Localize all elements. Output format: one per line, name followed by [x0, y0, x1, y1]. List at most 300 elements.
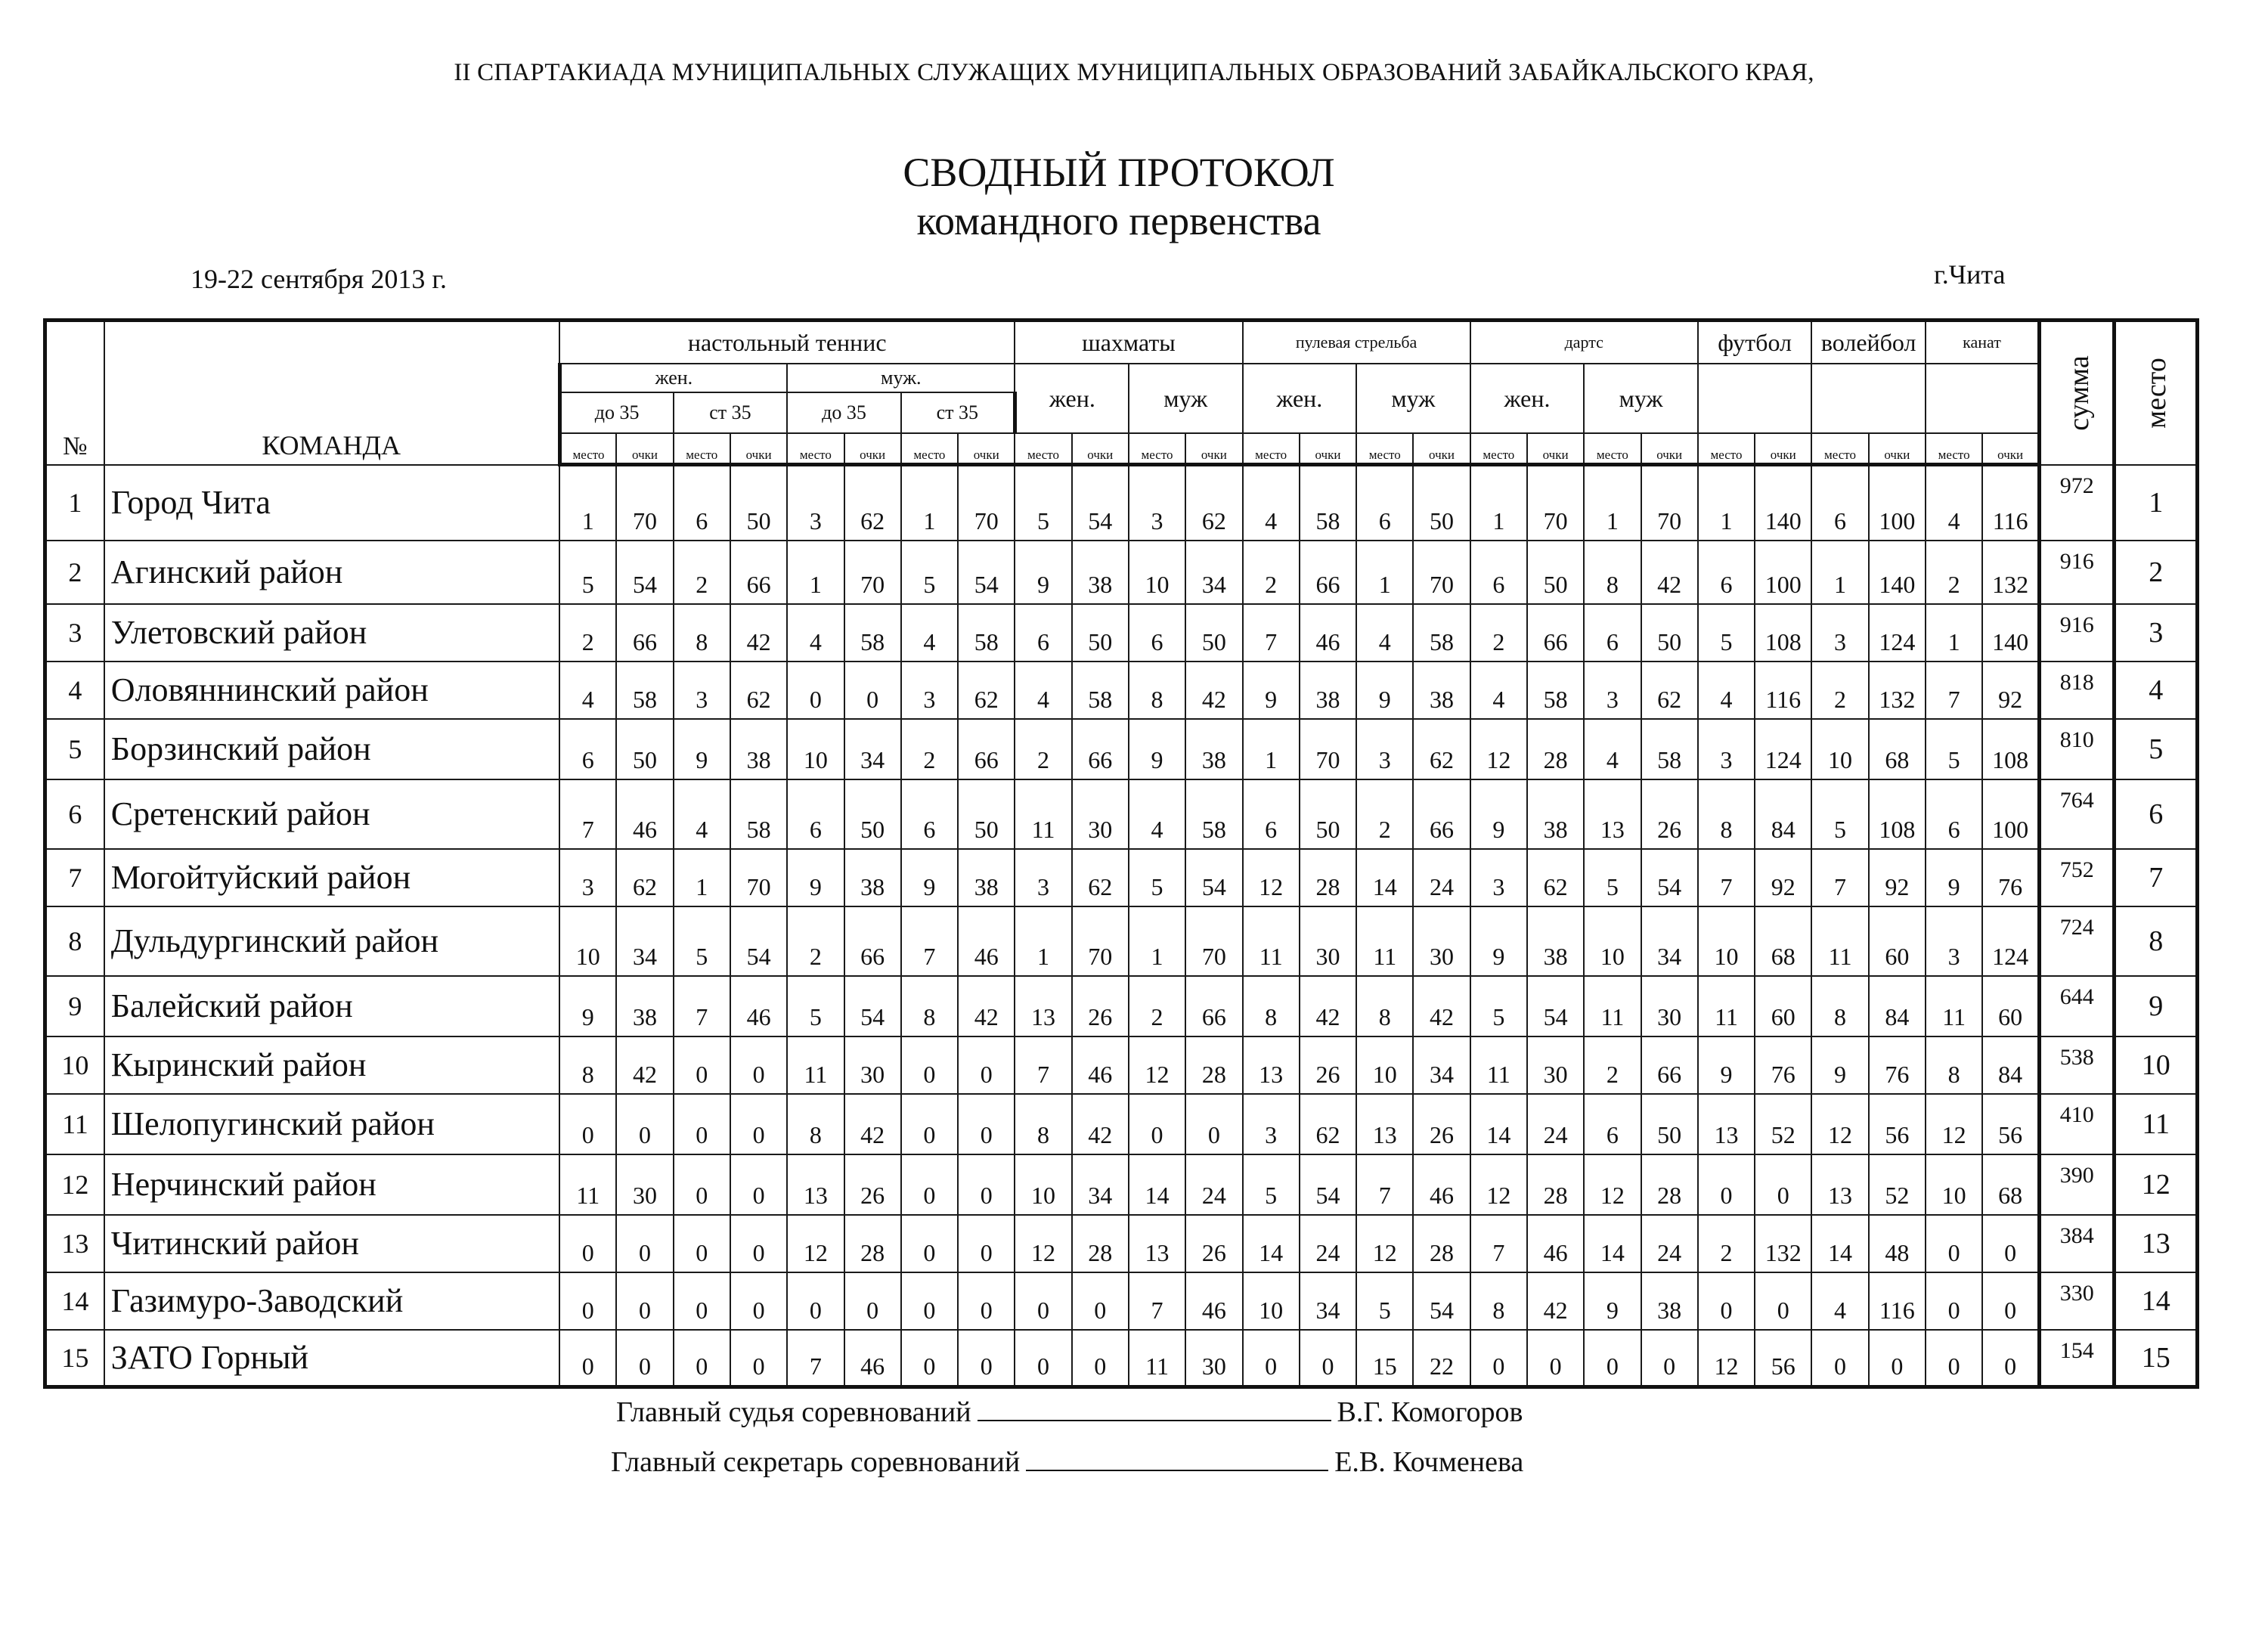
points-cell: 62	[1641, 662, 1698, 719]
row-number: 13	[45, 1215, 104, 1272]
place-cell: 11	[1356, 906, 1413, 976]
final-place: 10	[2115, 1036, 2198, 1094]
points-cell: 0	[616, 1272, 673, 1330]
points-cell: 108	[1982, 719, 2039, 779]
document-title: СВОДНЫЙ ПРОТОКОЛ	[903, 150, 1335, 195]
darts-women-header: жен.	[1470, 364, 1585, 433]
points-cell: 34	[1641, 906, 1698, 976]
place-cell: 0	[1015, 1272, 1071, 1330]
place-cell: 0	[559, 1272, 616, 1330]
place-cell: 6	[1129, 604, 1185, 662]
points-cell: 0	[730, 1154, 787, 1215]
points-cell: 70	[1641, 465, 1698, 541]
points-cell: 50	[844, 779, 901, 849]
points-cell: 50	[1413, 465, 1470, 541]
rope-blank-header	[1926, 364, 2040, 433]
points-cell: 26	[1072, 976, 1129, 1036]
place-subheader: место	[1811, 433, 1868, 465]
points-cell: 28	[1641, 1154, 1698, 1215]
points-cell: 54	[1185, 849, 1242, 906]
place-cell: 0	[787, 1272, 844, 1330]
team-name: Сретенский район	[104, 779, 559, 849]
points-cell: 26	[1413, 1094, 1470, 1154]
place-cell: 2	[1356, 779, 1413, 849]
col-rope: канат	[1926, 321, 2040, 364]
place-cell: 13	[1698, 1094, 1755, 1154]
tt-men-over35: ст 35	[901, 392, 1015, 433]
points-cell: 24	[1527, 1094, 1584, 1154]
secretary-signature-line	[1026, 1470, 1328, 1471]
points-cell: 30	[1641, 976, 1698, 1036]
points-cell: 48	[1869, 1215, 1926, 1272]
place-cell: 2	[1015, 719, 1071, 779]
final-place: 8	[2115, 906, 2198, 976]
place-cell: 5	[1811, 779, 1868, 849]
place-cell: 0	[901, 1215, 958, 1272]
points-cell: 38	[616, 976, 673, 1036]
points-cell: 70	[616, 465, 673, 541]
place-cell: 3	[1015, 849, 1071, 906]
col-shooting: пулевая стрельба	[1243, 321, 1470, 364]
team-name: Газимуро-Заводский	[104, 1272, 559, 1330]
team-name: Кыринский район	[104, 1036, 559, 1094]
final-place: 1	[2115, 465, 2198, 541]
place-cell: 11	[1470, 1036, 1527, 1094]
points-cell: 0	[616, 1330, 673, 1387]
row-number: 1	[45, 465, 104, 541]
place-cell: 12	[787, 1215, 844, 1272]
row-number: 6	[45, 779, 104, 849]
col-volleyball: волейбол	[1811, 321, 1926, 364]
points-cell: 66	[1185, 976, 1242, 1036]
place-cell: 2	[1470, 604, 1527, 662]
team-name: Оловяннинский район	[104, 662, 559, 719]
points-cell: 66	[958, 719, 1015, 779]
final-place: 14	[2115, 1272, 2198, 1330]
place-cell: 8	[1129, 662, 1185, 719]
points-cell: 50	[1641, 604, 1698, 662]
points-cell: 58	[1072, 662, 1129, 719]
points-cell: 46	[616, 779, 673, 849]
points-cell: 54	[844, 976, 901, 1036]
points-cell: 0	[1982, 1272, 2039, 1330]
place-subheader: место	[901, 433, 958, 465]
place-cell: 1	[1243, 719, 1300, 779]
table-row	[45, 1330, 2198, 1387]
place-cell: 10	[787, 719, 844, 779]
points-cell: 0	[1185, 1094, 1242, 1154]
points-cell: 140	[1755, 465, 1811, 541]
points-cell: 50	[958, 779, 1015, 849]
points-cell: 54	[1527, 976, 1584, 1036]
volleyball-blank-header	[1811, 364, 1926, 433]
points-cell: 0	[616, 1094, 673, 1154]
points-cell: 70	[1185, 906, 1242, 976]
place-cell: 13	[1015, 976, 1071, 1036]
points-cell: 66	[1527, 604, 1584, 662]
points-cell: 70	[958, 465, 1015, 541]
points-cell: 54	[1300, 1154, 1356, 1215]
points-cell: 28	[1413, 1215, 1470, 1272]
chess-women-header: жен.	[1015, 364, 1129, 433]
place-cell: 9	[1811, 1036, 1868, 1094]
place-cell: 4	[674, 779, 730, 849]
points-cell: 108	[1755, 604, 1811, 662]
place-cell: 2	[559, 604, 616, 662]
final-place: 2	[2115, 541, 2198, 604]
place-cell: 7	[1356, 1154, 1413, 1215]
table-row	[45, 1215, 2198, 1272]
place-cell: 3	[1129, 465, 1185, 541]
place-cell: 9	[1926, 849, 1982, 906]
points-cell: 62	[616, 849, 673, 906]
final-place: 11	[2115, 1094, 2198, 1154]
points-cell: 124	[1755, 719, 1811, 779]
points-cell: 50	[616, 719, 673, 779]
place-cell: 11	[1129, 1330, 1185, 1387]
points-cell: 58	[1527, 662, 1584, 719]
place-cell: 4	[1243, 465, 1300, 541]
tt-men-header: муж.	[787, 364, 1015, 392]
points-cell: 46	[1072, 1036, 1129, 1094]
place-cell: 12	[1584, 1154, 1641, 1215]
place-cell: 1	[1698, 465, 1755, 541]
place-cell: 3	[1356, 719, 1413, 779]
place-cell: 8	[1926, 1036, 1982, 1094]
place-cell: 11	[1926, 976, 1982, 1036]
place-cell: 12	[1926, 1094, 1982, 1154]
place-cell: 5	[674, 906, 730, 976]
points-cell: 0	[844, 1272, 901, 1330]
total-sum: 724	[2040, 906, 2115, 976]
football-blank-header	[1698, 364, 1812, 433]
place-cell: 3	[1584, 662, 1641, 719]
place-cell: 10	[1811, 719, 1868, 779]
results-table	[43, 318, 2199, 1389]
points-cell: 0	[1300, 1330, 1356, 1387]
place-cell: 6	[1015, 604, 1071, 662]
place-cell: 0	[1926, 1272, 1982, 1330]
points-cell: 66	[1072, 719, 1129, 779]
place-cell: 9	[1356, 662, 1413, 719]
place-cell: 1	[674, 849, 730, 906]
points-cell: 54	[1413, 1272, 1470, 1330]
points-cell: 58	[1413, 604, 1470, 662]
points-cell: 66	[844, 906, 901, 976]
place-cell: 10	[1243, 1272, 1300, 1330]
col-football: футбол	[1698, 321, 1812, 364]
points-cell: 0	[958, 1272, 1015, 1330]
place-cell: 5	[901, 541, 958, 604]
place-cell: 7	[901, 906, 958, 976]
secretary-name: Е.В. Кочменева	[1334, 1446, 1524, 1478]
place-cell: 0	[559, 1094, 616, 1154]
points-cell: 46	[958, 906, 1015, 976]
place-cell: 1	[1584, 465, 1641, 541]
points-cell: 100	[1869, 465, 1926, 541]
points-cell: 58	[844, 604, 901, 662]
document-subtitle: командного первенства	[916, 198, 1321, 243]
points-cell: 34	[1185, 541, 1242, 604]
points-cell: 0	[1527, 1330, 1584, 1387]
place-cell: 8	[901, 976, 958, 1036]
row-number: 14	[45, 1272, 104, 1330]
points-cell: 34	[616, 906, 673, 976]
points-cell: 38	[958, 849, 1015, 906]
place-cell: 5	[1356, 1272, 1413, 1330]
points-cell: 50	[730, 465, 787, 541]
place-cell: 4	[559, 662, 616, 719]
darts-men-header: муж	[1584, 364, 1698, 433]
points-cell: 0	[730, 1094, 787, 1154]
place-cell: 2	[1811, 662, 1868, 719]
place-cell: 11	[1243, 906, 1300, 976]
points-cell: 70	[730, 849, 787, 906]
points-cell: 62	[730, 662, 787, 719]
points-cell: 100	[1755, 541, 1811, 604]
total-sum: 384	[2040, 1215, 2115, 1272]
points-cell: 70	[1413, 541, 1470, 604]
place-cell: 3	[1243, 1094, 1300, 1154]
points-cell: 28	[1527, 1154, 1584, 1215]
points-cell: 100	[1982, 779, 2039, 849]
points-cell: 42	[616, 1036, 673, 1094]
points-cell: 66	[730, 541, 787, 604]
row-number: 12	[45, 1154, 104, 1215]
total-sum: 154	[2040, 1330, 2115, 1387]
final-place: 12	[2115, 1154, 2198, 1215]
points-cell: 60	[1869, 906, 1926, 976]
place-cell: 0	[1811, 1330, 1868, 1387]
place-cell: 8	[1470, 1272, 1527, 1330]
points-cell: 0	[958, 1330, 1015, 1387]
place-cell: 13	[1129, 1215, 1185, 1272]
points-cell: 46	[844, 1330, 901, 1387]
total-sum: 390	[2040, 1154, 2115, 1215]
place-cell: 4	[1470, 662, 1527, 719]
judge-signature-line	[978, 1420, 1331, 1421]
points-cell: 132	[1982, 541, 2039, 604]
place-cell: 7	[1470, 1215, 1527, 1272]
place-cell: 14	[1584, 1215, 1641, 1272]
points-cell: 52	[1869, 1154, 1926, 1215]
table-row	[45, 1094, 2198, 1154]
points-cell: 28	[1300, 849, 1356, 906]
points-cell: 38	[1185, 719, 1242, 779]
place-cell: 0	[787, 662, 844, 719]
place-cell: 13	[1243, 1036, 1300, 1094]
points-cell: 24	[1185, 1154, 1242, 1215]
points-cell: 24	[1641, 1215, 1698, 1272]
points-cell: 38	[1527, 906, 1584, 976]
points-subheader: очки	[1185, 433, 1242, 465]
place-cell: 14	[1811, 1215, 1868, 1272]
place-cell: 4	[1129, 779, 1185, 849]
place-cell: 11	[1811, 906, 1868, 976]
points-cell: 58	[730, 779, 787, 849]
points-cell: 70	[1300, 719, 1356, 779]
place-subheader: место	[1926, 433, 1982, 465]
points-cell: 50	[1641, 1094, 1698, 1154]
points-cell: 92	[1755, 849, 1811, 906]
place-cell: 12	[1129, 1036, 1185, 1094]
place-cell: 0	[901, 1036, 958, 1094]
place-cell: 9	[1584, 1272, 1641, 1330]
points-cell: 62	[1072, 849, 1129, 906]
place-cell: 14	[1470, 1094, 1527, 1154]
points-cell: 26	[1185, 1215, 1242, 1272]
team-name: Улетовский район	[104, 604, 559, 662]
place-cell: 7	[787, 1330, 844, 1387]
place-cell: 1	[1129, 906, 1185, 976]
points-cell: 28	[1072, 1215, 1129, 1272]
points-cell: 0	[958, 1154, 1015, 1215]
final-place: 15	[2115, 1330, 2198, 1387]
place-cell: 14	[1356, 849, 1413, 906]
total-sum: 764	[2040, 779, 2115, 849]
place-cell: 0	[674, 1094, 730, 1154]
place-cell: 4	[1926, 465, 1982, 541]
total-sum: 644	[2040, 976, 2115, 1036]
place-cell: 4	[1356, 604, 1413, 662]
place-subheader: место	[787, 433, 844, 465]
place-cell: 3	[559, 849, 616, 906]
place-cell: 9	[559, 976, 616, 1036]
team-name: Нерчинский район	[104, 1154, 559, 1215]
place-subheader: место	[1470, 433, 1527, 465]
place-cell: 14	[1243, 1215, 1300, 1272]
points-cell: 116	[1869, 1272, 1926, 1330]
judge-signature	[616, 1396, 1523, 1429]
place-cell: 12	[1470, 1154, 1527, 1215]
place-cell: 0	[1584, 1330, 1641, 1387]
total-sum: 810	[2040, 719, 2115, 779]
points-subheader: очки	[616, 433, 673, 465]
points-subheader: очки	[1527, 433, 1584, 465]
points-cell: 62	[1300, 1094, 1356, 1154]
place-cell: 0	[901, 1330, 958, 1387]
points-cell: 58	[958, 604, 1015, 662]
place-cell: 4	[1584, 719, 1641, 779]
place-cell: 7	[1243, 604, 1300, 662]
row-number: 7	[45, 849, 104, 906]
place-cell: 2	[1243, 541, 1300, 604]
points-cell: 66	[1300, 541, 1356, 604]
place-cell: 9	[787, 849, 844, 906]
place-cell: 8	[1811, 976, 1868, 1036]
table-row	[45, 541, 2198, 604]
place-cell: 6	[1811, 465, 1868, 541]
total-sum: 410	[2040, 1094, 2115, 1154]
place-cell: 10	[1926, 1154, 1982, 1215]
place-cell: 6	[1243, 779, 1300, 849]
points-cell: 30	[616, 1154, 673, 1215]
place-cell: 2	[1698, 1215, 1755, 1272]
place-cell: 3	[787, 465, 844, 541]
final-place: 5	[2115, 719, 2198, 779]
place-cell: 5	[559, 541, 616, 604]
points-cell: 28	[1185, 1036, 1242, 1094]
final-place: 4	[2115, 662, 2198, 719]
place-cell: 7	[674, 976, 730, 1036]
points-cell: 62	[844, 465, 901, 541]
points-cell: 58	[1185, 779, 1242, 849]
points-cell: 24	[1413, 849, 1470, 906]
row-number: 11	[45, 1094, 104, 1154]
place-cell: 8	[1584, 541, 1641, 604]
final-place: 7	[2115, 849, 2198, 906]
col-chess: шахматы	[1015, 321, 1242, 364]
place-cell: 8	[674, 604, 730, 662]
points-cell: 62	[1185, 465, 1242, 541]
event-title: II СПАРТАКИАДА МУНИЦИПАЛЬНЫХ СЛУЖАЩИХ МУНИЦИПАЛЬНЫХ ОБРАЗОВАНИЙ ЗАБАЙКАЛЬСКОГО КРАЯ,	[454, 59, 1814, 86]
place-cell: 0	[1698, 1272, 1755, 1330]
place-cell: 8	[559, 1036, 616, 1094]
col-place-header: место	[2115, 321, 2198, 465]
place-cell: 4	[787, 604, 844, 662]
points-subheader: очки	[1300, 433, 1356, 465]
place-cell: 7	[1926, 662, 1982, 719]
total-sum: 330	[2040, 1272, 2115, 1330]
table-row	[45, 1272, 2198, 1330]
row-number: 9	[45, 976, 104, 1036]
place-cell: 9	[1015, 541, 1071, 604]
total-sum: 538	[2040, 1036, 2115, 1094]
table-row	[45, 906, 2198, 976]
points-cell: 30	[1300, 906, 1356, 976]
points-cell: 68	[1982, 1154, 2039, 1215]
table-row	[45, 465, 2198, 541]
place-cell: 8	[1015, 1094, 1071, 1154]
points-subheader: очки	[1641, 433, 1698, 465]
place-cell: 8	[787, 1094, 844, 1154]
points-cell: 42	[1072, 1094, 1129, 1154]
place-cell: 13	[1811, 1154, 1868, 1215]
points-cell: 70	[844, 541, 901, 604]
points-cell: 34	[1413, 1036, 1470, 1094]
points-cell: 26	[1641, 779, 1698, 849]
place-cell: 2	[1129, 976, 1185, 1036]
place-cell: 9	[1698, 1036, 1755, 1094]
points-cell: 0	[616, 1215, 673, 1272]
points-cell: 92	[1869, 849, 1926, 906]
place-cell: 10	[1129, 541, 1185, 604]
points-cell: 38	[1641, 1272, 1698, 1330]
chess-men-header: муж	[1129, 364, 1243, 433]
final-place: 9	[2115, 976, 2198, 1036]
points-cell: 54	[1072, 465, 1129, 541]
points-cell: 42	[730, 604, 787, 662]
points-cell: 42	[1413, 976, 1470, 1036]
points-subheader: очки	[958, 433, 1015, 465]
place-cell: 0	[901, 1154, 958, 1215]
points-cell: 62	[1413, 719, 1470, 779]
points-cell: 54	[1641, 849, 1698, 906]
team-name: Могойтуйский район	[104, 849, 559, 906]
points-cell: 54	[616, 541, 673, 604]
place-cell: 12	[1470, 719, 1527, 779]
place-cell: 11	[1015, 779, 1071, 849]
team-name: ЗАТО Горный	[104, 1330, 559, 1387]
place-subheader: место	[1243, 433, 1300, 465]
points-cell: 62	[1527, 849, 1584, 906]
place-cell: 13	[1356, 1094, 1413, 1154]
team-name: Агинский район	[104, 541, 559, 604]
points-cell: 50	[1527, 541, 1584, 604]
points-cell: 50	[1185, 604, 1242, 662]
place-cell: 9	[1470, 779, 1527, 849]
points-cell: 38	[844, 849, 901, 906]
